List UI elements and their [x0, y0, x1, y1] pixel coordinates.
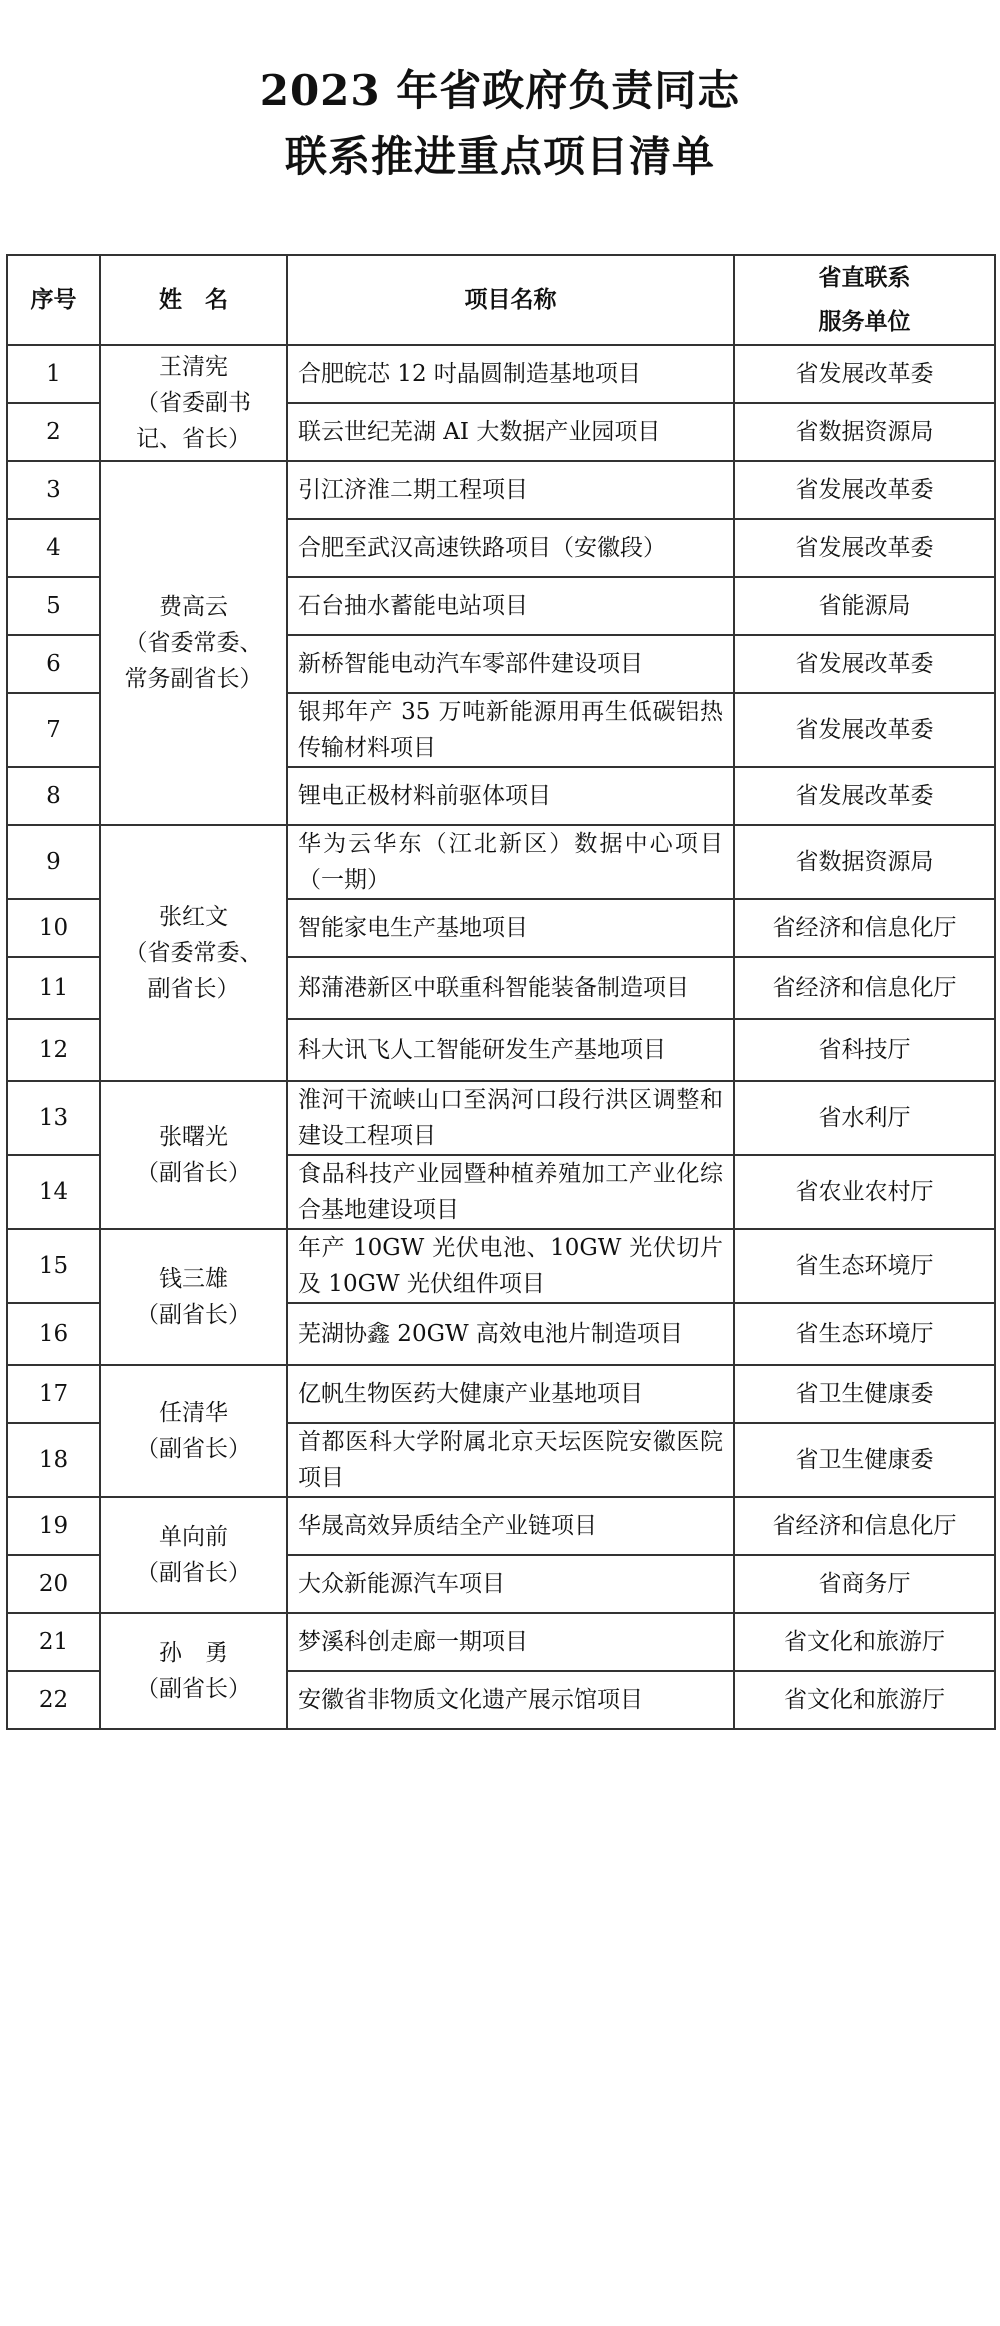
- table-row: [7, 461, 995, 519]
- leader-name: 孙 勇: [159, 1640, 228, 1666]
- service-unit: 省卫生健康委: [734, 1423, 995, 1497]
- leader-name: 任清华: [159, 1400, 228, 1426]
- table-row: [7, 1497, 995, 1555]
- service-unit: 省发展改革委: [734, 461, 995, 519]
- service-unit: 省生态环境厅: [734, 1229, 995, 1303]
- service-unit: 省卫生健康委: [734, 1365, 995, 1423]
- project-name: 食品科技产业园暨种植养殖加工产业化综合基地建设项目: [287, 1155, 734, 1229]
- leader-title: 常务副省长）: [124, 666, 263, 692]
- service-unit: 省发展改革委: [734, 519, 995, 577]
- row-number: 20: [7, 1555, 100, 1613]
- project-name: 郑蒲港新区中联重科智能装备制造项目: [287, 957, 734, 1019]
- row-number: 9: [7, 825, 100, 899]
- project-table: [6, 254, 996, 1730]
- service-unit: 省经济和信息化厅: [734, 1497, 995, 1555]
- project-name: 亿帆生物医药大健康产业基地项目: [287, 1365, 734, 1423]
- row-number: 15: [7, 1229, 100, 1303]
- header-unit: [734, 255, 995, 345]
- row-number: 21: [7, 1613, 100, 1671]
- service-unit: 省经济和信息化厅: [734, 899, 995, 957]
- project-name: 科大讯飞人工智能研发生产基地项目: [287, 1019, 734, 1081]
- row-number: 12: [7, 1019, 100, 1081]
- table-header-row: [7, 255, 995, 345]
- row-number: 5: [7, 577, 100, 635]
- service-unit: 省发展改革委: [734, 635, 995, 693]
- row-number: 10: [7, 899, 100, 957]
- project-name: 首都医科大学附属北京天坛医院安徽医院项目: [287, 1423, 734, 1497]
- leader-cell: [100, 825, 287, 1081]
- header-name: 姓 名: [100, 255, 287, 345]
- project-name: 引江济淮二期工程项目: [287, 461, 734, 519]
- service-unit: 省文化和旅游厅: [734, 1671, 995, 1729]
- project-name: 安徽省非物质文化遗产展示馆项目: [287, 1671, 734, 1729]
- table-row: [7, 1613, 995, 1671]
- leader-title: 副省长）: [147, 976, 240, 1002]
- leader-title: （副省长）: [136, 1160, 251, 1186]
- row-number: 11: [7, 957, 100, 1019]
- title-line-1: 2023 年省政府负责同志: [259, 66, 741, 115]
- leader-title: （副省长）: [136, 1676, 251, 1702]
- leader-name: 钱三雄: [159, 1266, 228, 1292]
- service-unit: 省生态环境厅: [734, 1303, 995, 1365]
- project-name: 智能家电生产基地项目: [287, 899, 734, 957]
- row-number: 17: [7, 1365, 100, 1423]
- project-name: 大众新能源汽车项目: [287, 1555, 734, 1613]
- leader-name: 费高云: [159, 594, 228, 620]
- table-row: [7, 825, 995, 899]
- project-name: 银邦年产 35 万吨新能源用再生低碳铝热传输材料项目: [287, 693, 734, 767]
- row-number: 19: [7, 1497, 100, 1555]
- service-unit: 省水利厅: [734, 1081, 995, 1155]
- header-unit-line-1: 省直联系: [818, 265, 911, 291]
- leader-title: （副省长）: [136, 1302, 251, 1328]
- leader-cell: [100, 1081, 287, 1229]
- leader-cell: [100, 1497, 287, 1613]
- row-number: 1: [7, 345, 100, 403]
- service-unit: 省科技厅: [734, 1019, 995, 1081]
- leader-title: （省委副书: [136, 390, 251, 416]
- leader-title: （副省长）: [136, 1436, 251, 1462]
- service-unit: 省农业农村厅: [734, 1155, 995, 1229]
- leader-title: （副省长）: [136, 1560, 251, 1586]
- leader-name: 王清宪: [159, 354, 228, 380]
- service-unit: 省数据资源局: [734, 825, 995, 899]
- row-number: 7: [7, 693, 100, 767]
- leader-cell: [100, 1613, 287, 1729]
- project-name: 新桥智能电动汽车零部件建设项目: [287, 635, 734, 693]
- leader-cell: [100, 1229, 287, 1365]
- service-unit: 省商务厅: [734, 1555, 995, 1613]
- row-number: 18: [7, 1423, 100, 1497]
- row-number: 3: [7, 461, 100, 519]
- table-body: [7, 345, 995, 1729]
- service-unit: 省发展改革委: [734, 767, 995, 825]
- row-number: 16: [7, 1303, 100, 1365]
- table-row: [7, 1081, 995, 1155]
- header-no: 序号: [7, 255, 100, 345]
- project-name: 华为云华东（江北新区）数据中心项目（一期）: [287, 825, 734, 899]
- leader-title: 记、省长）: [136, 426, 251, 452]
- page-title: [0, 58, 1000, 190]
- service-unit: 省经济和信息化厅: [734, 957, 995, 1019]
- header-unit-line-2: 服务单位: [818, 309, 911, 335]
- title-line-2: 联系推进重点项目清单: [284, 132, 715, 181]
- project-name: 芜湖协鑫 20GW 高效电池片制造项目: [287, 1303, 734, 1365]
- project-name: 锂电正极材料前驱体项目: [287, 767, 734, 825]
- project-name: 联云世纪芜湖 AI 大数据产业园项目: [287, 403, 734, 461]
- row-number: 13: [7, 1081, 100, 1155]
- project-name: 淮河干流峡山口至涡河口段行洪区调整和建设工程项目: [287, 1081, 734, 1155]
- row-number: 22: [7, 1671, 100, 1729]
- leader-title: （省委常委、: [124, 630, 263, 656]
- service-unit: 省能源局: [734, 577, 995, 635]
- row-number: 14: [7, 1155, 100, 1229]
- service-unit: 省发展改革委: [734, 345, 995, 403]
- leader-name: 单向前: [159, 1524, 228, 1550]
- leader-cell: [100, 461, 287, 825]
- service-unit: 省数据资源局: [734, 403, 995, 461]
- project-name: 梦溪科创走廊一期项目: [287, 1613, 734, 1671]
- header-project: 项目名称: [287, 255, 734, 345]
- project-name: 年产 10GW 光伏电池、10GW 光伏切片及 10GW 光伏组件项目: [287, 1229, 734, 1303]
- row-number: 8: [7, 767, 100, 825]
- row-number: 4: [7, 519, 100, 577]
- leader-cell: [100, 1365, 287, 1497]
- table-row: [7, 1229, 995, 1303]
- table-row: [7, 345, 995, 403]
- service-unit: 省发展改革委: [734, 693, 995, 767]
- project-name: 合肥至武汉高速铁路项目（安徽段）: [287, 519, 734, 577]
- leader-name: 张曙光: [159, 1124, 228, 1150]
- project-name: 石台抽水蓄能电站项目: [287, 577, 734, 635]
- table-row: [7, 1365, 995, 1423]
- project-name: 合肥皖芯 12 吋晶圆制造基地项目: [287, 345, 734, 403]
- leader-name: 张红文: [159, 904, 228, 930]
- row-number: 2: [7, 403, 100, 461]
- service-unit: 省文化和旅游厅: [734, 1613, 995, 1671]
- leader-title: （省委常委、: [124, 940, 263, 966]
- leader-cell: [100, 345, 287, 461]
- row-number: 6: [7, 635, 100, 693]
- project-name: 华晟高效异质结全产业链项目: [287, 1497, 734, 1555]
